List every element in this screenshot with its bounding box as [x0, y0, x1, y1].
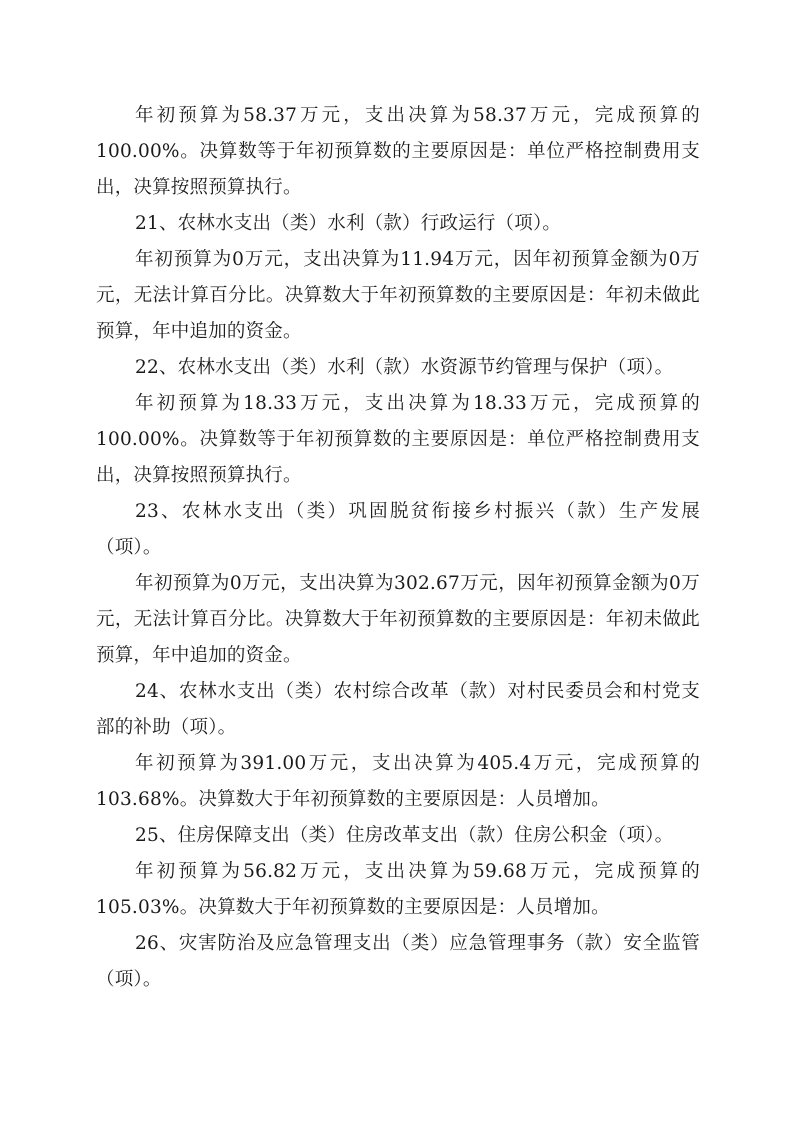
document-body [96, 98, 700, 998]
paragraph-budget-11-94: 年初预算为0万元，支出决算为11.94万元，因年初预算金额为0万元，无法计算百分比。决算数大于年初预算数的主要原因是：年初未做此预算，年中追加的资金。 [96, 249, 700, 342]
paragraph-budget-302-67: 年初预算为0万元，支出决算为302.67万元，因年初预算金额为0万元，无法计算百分比。决算数大于年初预算数的主要原因是：年初未做此预算，年中追加的资金。 [96, 573, 700, 666]
heading-item-22: 22、农林水支出（类）水利（款）水资源节约管理与保护（项）。 [135, 357, 674, 378]
heading-item-21: 21、农林水支出（类）水利（款）行政运行（项）。 [135, 213, 562, 234]
heading-item-23: 23、农林水支出（类）巩固脱贫衔接乡村振兴（款）生产发展（项）。 [96, 501, 700, 558]
paragraph-budget-18-33: 年初预算为18.33万元，支出决算为18.33万元，完成预算的100.00%。决算数等于年初预算数的主要原因是：单位严格控制费用支出，决算按照预算执行。 [96, 393, 700, 486]
paragraph-budget-58-37: 年初预算为58.37万元，支出决算为58.37万元，完成预算的100.00%。决算数等于年初预算数的主要原因是：单位严格控制费用支出，决算按照预算执行。 [96, 105, 700, 198]
paragraph-budget-59-68: 年初预算为56.82万元，支出决算为59.68万元，完成预算的105.03%。决算数大于年初预算数的主要原因是：人员增加。 [96, 861, 700, 918]
heading-item-25: 25、住房保障支出（类）住房改革支出（款）住房公积金（项）。 [135, 825, 674, 846]
heading-item-24: 24、农林水支出（类）农村综合改革（款）对村民委员会和村党支部的补助（项）。 [96, 681, 700, 738]
paragraph-budget-405-4: 年初预算为391.00万元，支出决算为405.4万元，完成预算的103.68%。决算数大于年初预算数的主要原因是：人员增加。 [96, 753, 700, 810]
heading-item-26: 26、灾害防治及应急管理支出（类）应急管理事务（款）安全监管（项）。 [96, 933, 700, 990]
